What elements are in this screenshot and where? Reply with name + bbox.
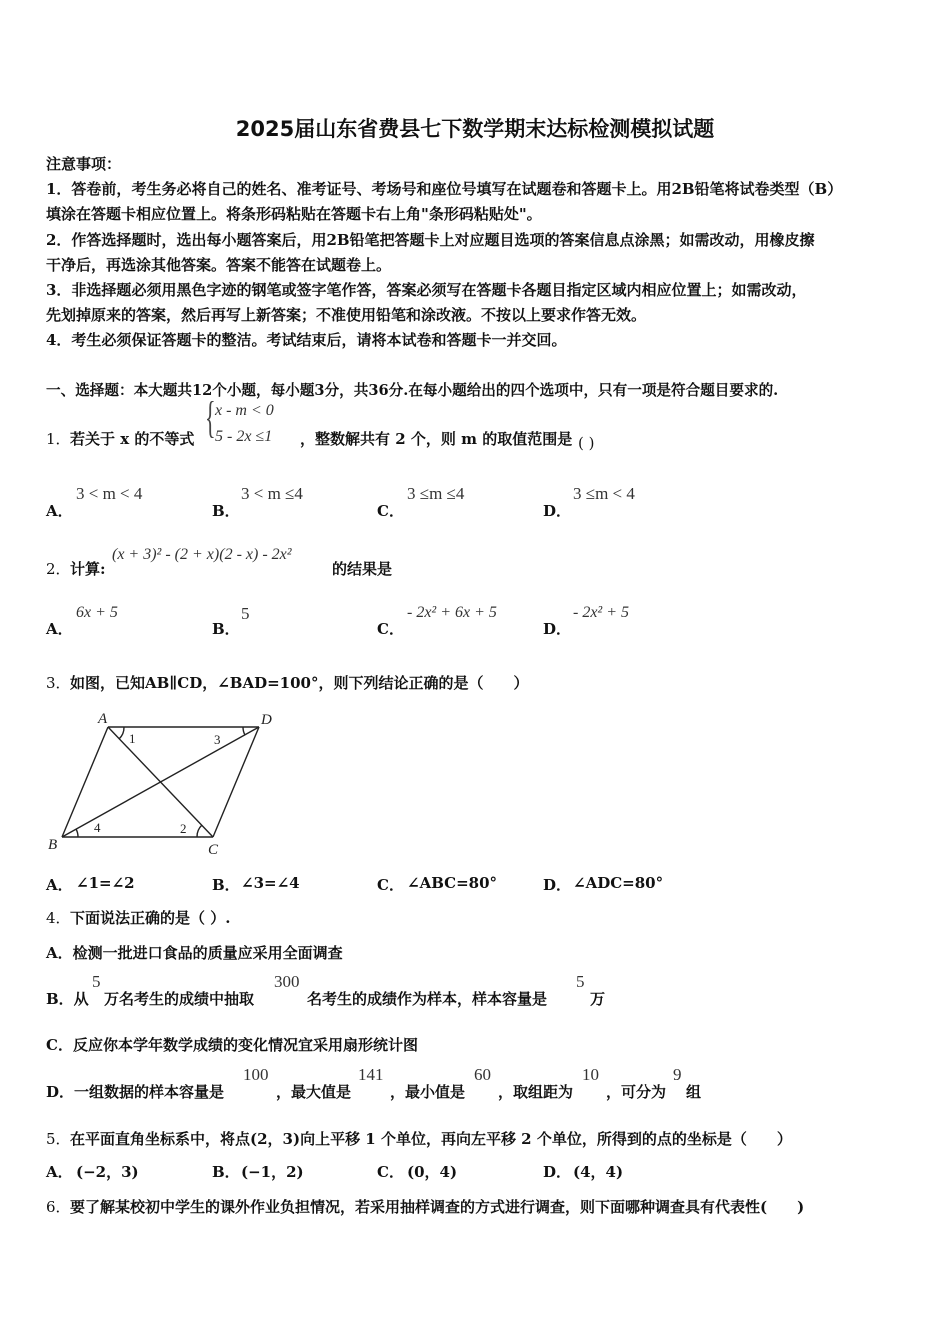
- question-number: 1．: [46, 430, 71, 448]
- number: 300: [274, 972, 300, 991]
- option-text: (0，4): [407, 1163, 458, 1181]
- option-text: 3 ≤m < 4: [573, 484, 635, 503]
- option-letter: B．: [212, 1163, 240, 1181]
- question-text: 在平面直角坐标系中，将点(2，3)向上平移 1 个单位，再向左平移 2 个单位，所得到的点的坐标是（ ）: [70, 1130, 792, 1148]
- angle-3-arc: [243, 727, 245, 735]
- option-text: ∠3=∠4: [241, 874, 300, 892]
- option-text: - 2x² + 6x + 5: [407, 604, 497, 621]
- question-text: 要了解某校初中学生的课外作业负担情况，若采用抽样调查的方式进行调查，则下面哪种调查具有代表性( ): [70, 1198, 805, 1216]
- number: 5: [92, 972, 101, 991]
- option-text: - 2x² + 5: [573, 604, 630, 621]
- option-letter: D．: [543, 1163, 572, 1181]
- option-d-prefix: D．一组数据的样本容量是: [46, 1083, 225, 1101]
- number: 9: [673, 1065, 682, 1084]
- option-text: 3 < m ≤4: [241, 484, 303, 503]
- notice-line: 4．考生必须保证答题卡的整洁。考试结束后，请将本试卷和答题卡一并交回。: [46, 331, 567, 349]
- inequality-1: x - m < 0: [215, 402, 274, 419]
- vertex-a-label: A: [98, 711, 108, 727]
- question-text: 若关于 x 的不等式: [70, 430, 195, 448]
- option-text: 3 < m < 4: [76, 484, 143, 503]
- question-number: 6．: [46, 1198, 71, 1216]
- option-text: 5: [241, 604, 250, 623]
- option-d-text: ，最小值是: [390, 1083, 466, 1101]
- notice-line: 3．非选择题必须用黑色字迹的钢笔或签字笔作答，答案必须写在答题卡各题目指定区域内相应位置上；如需改动，: [46, 281, 807, 299]
- option-text: (−2，3): [76, 1163, 139, 1181]
- question-number: 3．: [46, 674, 71, 692]
- question-text: 如图，已知AB∥CD，∠BAD=100°，则下列结论正确的是（ ）: [70, 674, 529, 692]
- option-letter: D．: [543, 502, 572, 520]
- notice-line: 填涂在答题卡相应位置上。将条形码粘贴在答题卡右上角"条形码粘贴处"。: [46, 205, 542, 223]
- answer-paren: ( ): [578, 434, 595, 452]
- option-a-text: A．检测一批进口食品的质量应采用全面调查: [46, 944, 343, 962]
- question-text: ，整数解共有 2 个，则 m 的取值范围是: [300, 430, 573, 448]
- option-c-text: C．反应你本学年数学成绩的变化情况宜采用扇形统计图: [46, 1036, 418, 1054]
- option-letter: A．: [46, 1163, 73, 1181]
- angle-4-label: 4: [94, 820, 101, 835]
- option-text: 3 ≤m ≤4: [407, 484, 465, 503]
- option-letter: B．: [212, 502, 240, 520]
- question-number: 5．: [46, 1130, 71, 1148]
- option-b-text: 万名考生的成绩中抽取: [104, 990, 255, 1008]
- option-text: ∠1=∠2: [76, 874, 135, 892]
- notice-line: 1．答卷前，考生务必将自己的姓名、准考证号、考场号和座位号填写在试题卷和答题卡上。用2B铅笔将试卷类型（B）: [46, 180, 843, 198]
- vertex-b-label: B: [48, 837, 58, 853]
- option-letter: B．: [212, 876, 240, 894]
- brace-icon: {: [205, 393, 216, 442]
- option-letter: C．: [377, 620, 404, 638]
- notice-line: 干净后，再选涂其他答案。答案不能答在试题卷上。: [46, 256, 392, 274]
- option-letter: C．: [377, 876, 404, 894]
- option-d-text: ，取组距为: [498, 1083, 574, 1101]
- option-text: ∠ADC=80°: [573, 874, 664, 892]
- option-letter: A．: [46, 620, 73, 638]
- option-d-text: ，最大值是: [276, 1083, 352, 1101]
- diagonal-bd: [62, 727, 259, 837]
- option-d-suffix: 组: [686, 1083, 702, 1101]
- vertex-d-label: D: [261, 712, 272, 728]
- page-title: 2025届山东省费县七下数学期末达标检测模拟试题: [235, 117, 715, 141]
- angle-4-arc: [76, 829, 78, 837]
- segment-ab: [62, 727, 108, 837]
- notice-line: 2．作答选择题时，选出每小题答案后，用2B铅笔把答题卡上对应题目选项的答案信息点涂黑；如需改动，用橡皮擦: [46, 231, 815, 249]
- vertex-c-label: C: [208, 842, 219, 858]
- option-d-text: ，可分为: [606, 1083, 667, 1101]
- option-letter: D．: [543, 876, 572, 894]
- number: 60: [474, 1065, 491, 1084]
- option-b-suffix: 万: [590, 990, 606, 1008]
- option-text: ∠ABC=80°: [407, 874, 498, 892]
- angle-1-arc: [119, 727, 124, 739]
- option-letter: A．: [46, 502, 73, 520]
- number: 10: [582, 1065, 599, 1084]
- expression: (x + 3)² - (2 + x)(2 - x) - 2x²: [112, 546, 292, 563]
- option-text: 6x + 5: [76, 604, 118, 621]
- option-b-text: 名考生的成绩作为样本，样本容量是: [307, 990, 548, 1008]
- question-text: 的结果是: [332, 560, 393, 578]
- number: 5: [576, 972, 585, 991]
- number: 100: [243, 1065, 269, 1084]
- option-letter: B．: [212, 620, 240, 638]
- question-text: 计算:: [70, 560, 106, 578]
- option-text: (4，4): [573, 1163, 624, 1181]
- angle-1-label: 1: [129, 731, 136, 746]
- parallelogram-figure: [40, 706, 280, 858]
- section-heading: 一、选择题：本大题共12个小题，每小题3分，共36分.在每小题给出的四个选项中，只有一项是符合题目要求的.: [46, 382, 779, 399]
- option-letter: C．: [377, 1163, 404, 1181]
- angle-3-label: 3: [214, 732, 221, 747]
- question-text: 下面说法正确的是（ ）.: [70, 909, 231, 927]
- inequality-2: 5 - 2x ≤1: [215, 428, 273, 445]
- notice-heading: 注意事项：: [46, 155, 122, 173]
- option-letter: D．: [543, 620, 572, 638]
- option-text: (−1，2): [241, 1163, 304, 1181]
- question-number: 2．: [46, 560, 71, 578]
- angle-2-arc: [197, 825, 202, 837]
- notice-line: 先划掉原来的答案，然后再写上新答案；不准使用铅笔和涂改液。不按以上要求作答无效。: [46, 306, 647, 324]
- option-b-prefix: B．从: [46, 990, 89, 1008]
- number: 141: [358, 1065, 384, 1084]
- question-number: 4．: [46, 909, 71, 927]
- angle-2-label: 2: [180, 821, 187, 836]
- option-letter: A．: [46, 876, 73, 894]
- option-letter: C．: [377, 502, 404, 520]
